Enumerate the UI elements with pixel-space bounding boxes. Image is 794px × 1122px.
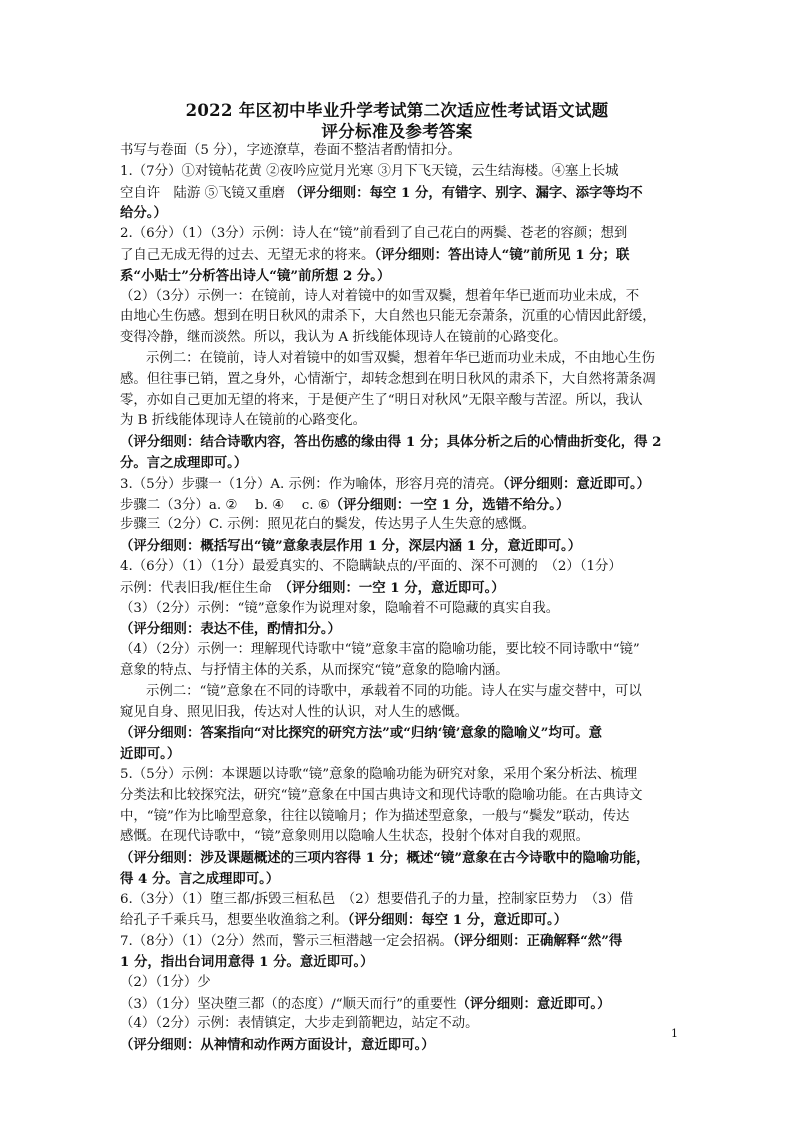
scoring-rule-text: （评分细则：意近即可。） (456, 995, 611, 1012)
text-line (120, 162, 676, 183)
answer-text: 示例二：“镜”意象在不同的诗歌中，承载着不同的功能。诗人在实与虚交替中，可以 (146, 683, 642, 699)
text-line (120, 848, 676, 869)
text-line (120, 1014, 676, 1035)
text-line (120, 931, 676, 952)
text-line (120, 557, 676, 578)
answer-text: （2）（1分）少 (120, 974, 211, 990)
answer-text: 变得冷静，继而淡然。所以，我认为 A 折线能体现诗人在镜前的心路变化。 (120, 330, 567, 346)
answer-text: 3.（5分）步骤一（1分）A. 示例：作为喻体，形容月亮的清亮。 (120, 476, 503, 492)
text-line (120, 723, 676, 744)
document-title: 2022 年区初中毕业升学考试第二次适应性考试语文试题 (185, 101, 609, 120)
text-line (120, 890, 676, 911)
text-line (120, 141, 676, 162)
answer-text: 零，亦如自己更加无望的将来，于是便产生了“明日对秋风”无限辛酸与苦涩。所以，我认 (120, 392, 643, 408)
answer-text: （3）（2分）示例：“镜”意象作为说理对象，隐喻着不可隐藏的真实自我。 (120, 600, 560, 616)
text-line (120, 640, 676, 661)
scoring-rule-text: 得 4 分。言之成理即可。） (120, 870, 280, 887)
scoring-rule-text: 分。言之成理即可。） (120, 454, 248, 471)
answer-text: 由地心生伤感。想到在明日秋风的肃杀下，大自然也只能无奈萧条，沉重的心情因此舒缓， (120, 309, 656, 325)
answer-text: 1.（7分）①对镜帖花黄 ②夜吟应觉月光寒 ③月下飞天镜，云生结海楼。④塞上长城 (120, 163, 619, 179)
text-line (120, 786, 676, 807)
text-line (120, 474, 676, 495)
answer-text: 2.（6分）（1）（3分）示例：诗人在“镜”前看到了自己花白的两鬓、苍老的容颜；想到 (120, 226, 628, 242)
page-number: 1 (671, 1027, 678, 1040)
text-line (120, 411, 676, 432)
text-line (120, 245, 676, 266)
answer-text: 了自己无成无得的过去、无望无求的将来。 (120, 247, 375, 263)
answer-text: （3）（1分）坚决堕三都（的态度）/“顺天而行”的重要性 (120, 996, 457, 1012)
answer-text: 步骤二（3分）a. ② b. ④ c. ⑥ (120, 497, 330, 513)
answer-text: 示例二：在镜前，诗人对着镜中的如雪双鬓，想着年华已逝而功业未成，不由地心生伤 (146, 350, 655, 366)
answer-text: 书写与卷面（5 分），字迹潦草，卷面不整洁者酌情扣分。 (120, 143, 461, 158)
text-line (120, 703, 676, 724)
scoring-rule-text: （评分细则：答案指向“对比探究的研究方法”或“归纳‘镜’意象的隐喻义”均可。意 (120, 725, 603, 742)
text-line (120, 952, 676, 973)
answer-text: 为 B 折线能体现诗人在镜前的心路变化。 (120, 413, 366, 429)
text-line (120, 661, 676, 682)
scoring-rule-text: （评分细则：涉及课题概述的三项内容得 1 分；概述“镜”意象在古今诗歌中的隐喻功能， (120, 850, 650, 867)
scoring-rule-text: 系“小贴士”分析答出诗人“镜”前所想 2 分。） (120, 267, 391, 284)
text-line (120, 973, 676, 994)
text-line (120, 765, 676, 786)
text-line (120, 391, 676, 412)
text-line (120, 183, 676, 204)
text-line (120, 599, 676, 620)
scoring-rule-text: （评分细则：结合诗歌内容，答出伤感的缘由得 1 分；具体分析之后的心情曲折变化，得 2 (120, 434, 662, 451)
answer-text: 空自许 陆游 ⑤飞镜又重磨 (120, 185, 290, 201)
text-line (120, 910, 676, 931)
text-line (120, 349, 676, 370)
answer-text: 6.（3分）（1）堕三都/拆毁三桓私邑 （2）想要借孔子的力量，控制家臣势力 （3）借 (120, 891, 634, 907)
text-line (120, 619, 676, 640)
text-line (120, 869, 676, 890)
text-line (120, 744, 676, 765)
answer-body (120, 141, 676, 1056)
answer-text: 示例：代表旧我/框住生命 (120, 580, 286, 596)
answer-text: （4）（2分）示例一：理解现代诗歌中“镜”意象丰富的隐喻功能，要比较不同诗歌中“镜” (120, 642, 640, 658)
text-line (120, 307, 676, 328)
scoring-rule-text: 给分。） (120, 205, 167, 222)
text-line (120, 266, 676, 287)
scoring-rule-text: （评分细则：一空 1 分，选错不给分。） (329, 496, 570, 513)
answer-text: （2）（3分）示例一：在镜前，诗人对着镜中的如雪双鬓，想着年华已逝而功业未成，不 (120, 288, 640, 304)
text-line (120, 203, 676, 224)
answer-text: 感。但往事已销，置之身外，心情渐宁，却转念想到在明日秋风的肃杀下，大自然将萧条凋 (120, 371, 656, 387)
scoring-rule-text: （评分细则：一空 1 分，意近即可。） (285, 579, 505, 596)
answer-text: 窥见自身、照见旧我，传达对人性的认识，对人生的感慨。 (120, 704, 469, 720)
scoring-rule-text: （评分细则：意近即可。） (502, 475, 651, 492)
text-line (120, 515, 676, 536)
scoring-rule-text: （评分细则：从神情和动作两方面设计，意近即可。） (120, 1037, 435, 1054)
scoring-rule-text: （评分细则：每空 1 分，意近即可。） (347, 912, 568, 929)
text-line (120, 578, 676, 599)
scoring-rule-text: （评分细则：表达不佳，酌情扣分。） (120, 621, 341, 638)
text-line (120, 432, 676, 453)
answer-text: 分类法和比较探究法，研究“镜”意象在中国古典诗文和现代诗歌的隐喻功能。在古典诗文 (120, 787, 643, 803)
answer-text: 感慨。在现代诗歌中，“镜”意象则用以隐喻人生状态，投射个体对自我的观照。 (120, 829, 589, 845)
answer-text: （4）（2分）示例：表情镇定，大步走到箭靶边，站定不动。 (120, 1016, 479, 1032)
text-line (120, 994, 676, 1015)
scoring-rule-text: （评分细则：正确解释“然”得 (452, 933, 623, 950)
answer-text: 4.（6分）（1）（1分）最爱真实的、不隐瞒缺点的/平面的、深不可测的 （2）（1分） (120, 558, 622, 574)
scoring-rule-text: 近即可。） (120, 746, 181, 763)
text-line (120, 287, 676, 308)
text-line (120, 536, 676, 557)
answer-text: 给孔子千乘兵马，想要坐收渔翁之利。 (120, 913, 348, 929)
scoring-rule-text: （评分细则：每空 1 分，有错字、别字、漏字、添字等均不 (289, 184, 643, 201)
text-line (120, 370, 676, 391)
text-line (120, 1035, 676, 1056)
scoring-rule-text: （评分细则：概括写出“镜”意象表层作用 1 分，深层内涵 1 分，意近即可。） (120, 538, 582, 555)
answer-text: 5.（5分）示例：本课题以诗歌“镜”意象的隐喻功能为研究对象，采用个案分析法、梳理 (120, 766, 638, 782)
answer-text: 7.（8分）（1）（2分）然而，警示三桓潜越一定会招祸。 (120, 934, 453, 950)
text-line (120, 453, 676, 474)
answer-text: 步骤三（2分）C. 示例：照见花白的鬓发，传达男子人生失意的感慨。 (120, 517, 536, 533)
text-line (120, 328, 676, 349)
answer-text: 意象的特点、与抒情主体的关系，从而探究“镜”意象的隐喻内涵。 (120, 662, 509, 678)
text-line (120, 827, 676, 848)
text-line (120, 682, 676, 703)
scoring-rule-text: 1 分，指出台词用意得 1 分。意近即可。） (120, 954, 374, 971)
scoring-rule-text: （评分细则：答出诗人“镜”前所见 1 分；联 (374, 246, 630, 263)
document-subtitle: 评分标准及参考答案 (321, 122, 473, 141)
text-line (120, 807, 676, 828)
answer-text: 中，“镜”作为比喻型意象，往往以镜喻月；作为描述型意象，一般与“鬓发”联动，传达 (120, 808, 630, 824)
text-line (120, 495, 676, 516)
text-line (120, 224, 676, 245)
